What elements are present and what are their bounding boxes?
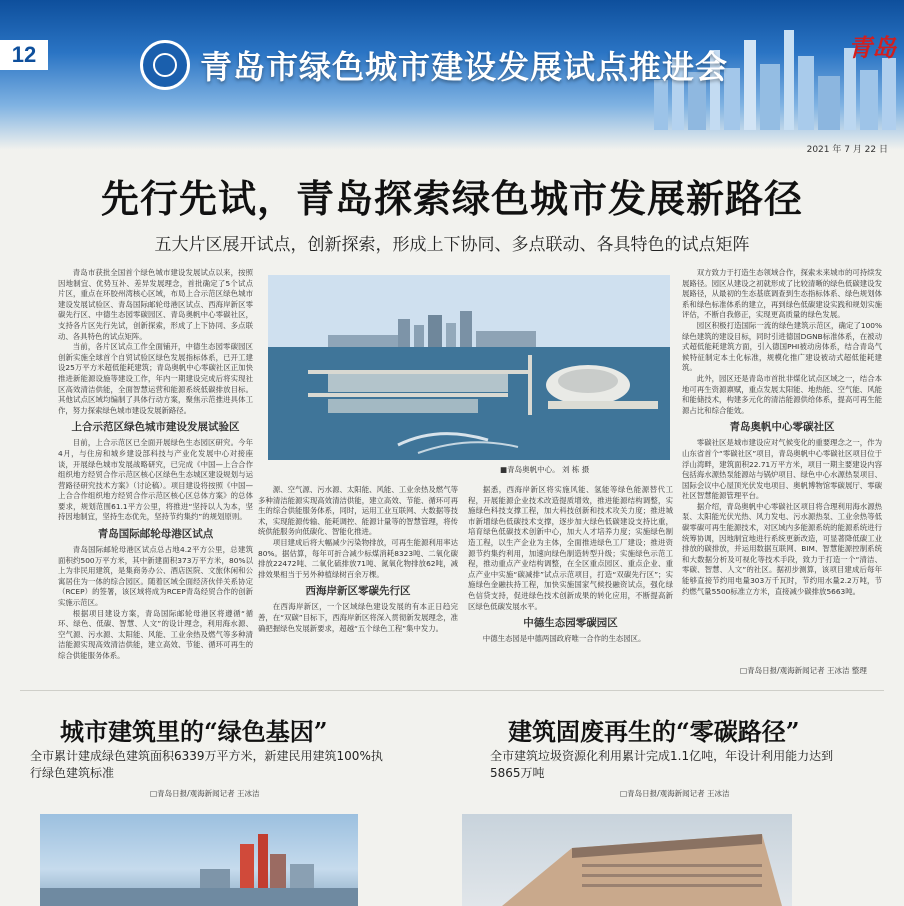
- lower-left-headline: 城市建筑里的“绿色基因”: [60, 717, 328, 746]
- paragraph: 中德生态园是中德两国政府唯一合作的生态园区。: [482, 634, 646, 644]
- section-heading: 青岛奥帆中心零碳社区: [729, 421, 835, 434]
- issue-date: 2021 年 7 月 22 日: [806, 145, 888, 155]
- paragraph: 目前，上合示范区已全面开展绿色生态园区研究。今年4月，与住房和城乡建设部科技与产业化发展中心对接座谈，开展绿色城市发展战略研究，已完成《中国—上合合作组织地方经贸合作示范区核心区绿色生态城区建设规划与运营路径研究技术方案》（讨论稿）。项目建设将按照《中国—上合合作组织地方经贸合作示范区核心区总体方案》的总体要求，规划范围61.1平方公里，将推进“坚持以人为本，坚持因地制宜，坚持生态优先，坚持节约集约”的规划原则。: [58, 438, 253, 522]
- article-column-1: [58, 268, 253, 668]
- paragraph: 根据项目建设方案，青岛国际邮轮母港区将遵循“循环、绿色、低碳、智慧、人文”的设计理念，利用海水源、空气源、污水源、太阳能、风能、工业余热及燃气等多种清洁能源实现高效清洁供能，建立高效、节能、循环可再生的综合供能服务体系。: [58, 608, 253, 660]
- masthead-banner: [0, 0, 904, 150]
- main-headline: 先行先试，青岛探索绿色城市发展新路径: [100, 176, 803, 221]
- lower-right-subheadline: 全市建筑垃圾资源化利用累计完成1.1亿吨，年设计利用能力达到5865万吨: [490, 749, 834, 780]
- paragraph: 园区积极打造国际一流的绿色建筑示范区，确定了100%绿色建筑的建设目标，同时引进德国DGNB标准体系，在被动式超低能耗建筑方面，引入德国PHI被动房体系，结合青岛气候特征制定本土化标准，规模化推广建设被动式超低能耗建筑。: [682, 320, 882, 373]
- city-towers-illustration: [40, 814, 358, 906]
- article-byline: □青岛日报/观海新闻记者 王冰洁 整理: [740, 666, 867, 675]
- paragraph: 当前，各片区试点工作全面铺开，中德生态园零碳园区创新实施全球首个自贸试验区绿色发展指标体系，已开工建设25万平方米超低能耗建筑；青岛奥帆中心零碳社区正加快推进新能源设施等建设工作，年内一期建设完成后将实现社区高效清洁供能，全面智慧运营和能源系统低碳排放目标。其他试点区域均编制了具体行动方案，聚焦示范推进具体工作，努力探索绿色城市建设发展新路径。: [58, 342, 253, 415]
- paragraph: 零碳社区是城市建设应对气候变化的重要理念之一，作为山东省首个“零碳社区”项目，青岛奥帆中心零碳社区项目位于浮山湾畔，建筑面积22.71万平方米，项目一期主要建设内容包括海水源热泵能源站与锅炉项目、绿色中心水源热泵项目、国际会议中心屋顶光伏发电项目、奥帆博物馆零碳展厅、零碳社区智慧能源管理平台。: [682, 438, 882, 501]
- banner-title: 青岛市绿色城市建设发展试点推进会: [200, 48, 729, 86]
- main-subheadline: 五大片区展开试点，创新探索，形成上下协同、多点联动、各具特色的试点矩阵: [154, 235, 750, 255]
- lower-right-headline: 建筑固废再生的“零碳路径”: [508, 717, 800, 746]
- section-heading: 青岛国际邮轮母港区试点: [97, 528, 214, 541]
- newspaper-logo: 青岛: [848, 33, 896, 62]
- paragraph: 在西海岸新区，一个区域绿色建设发展的有本正日趋完善，在“双碳”目标下，西海岸新区将深入贯彻新发展理念，准确把握绿色发展新要求，超越“五个绿色工程”集中发力。: [258, 602, 458, 633]
- paragraph: 源、空气源、污水源、太阳能、风能、工业余热及燃气等多种清洁能源实现高效清洁供能，建立高效、节能、循环可再生的综合供能服务体系，同时，运用工业互联网、大数据等技术，实现能源传输、能耗调控、能源计量等的智慧管理，将传统供能服务向低碳化、智能化推进。: [258, 485, 458, 537]
- lower-left-byline: □青岛日报/观海新闻记者 王冰洁: [150, 789, 260, 798]
- section-heading: 西海岸新区零碳先行区: [305, 585, 411, 598]
- article-column-2: [258, 485, 458, 668]
- section-heading: 上合示范区绿色城市建设发展试验区: [71, 421, 240, 434]
- paragraph: 双方致力于打造生态领域合作，探索未来城市的可持续发展路径。园区从建设之初就形成了比较清晰的绿色低碳建设发展路径，从最初的生态基底调查到生态指标体系、绿色规划体系和绿色标准体系的建立，再到绿色低碳建设实践和规划实施评估，不断自我修正，实现更高质量的绿色发展。: [682, 268, 882, 320]
- article-column-3: [468, 485, 673, 668]
- paragraph: 项目建成后将大幅减少污染物排放，可再生能源利用率达80%。据估算，每年可折合减少标煤消耗8323吨、二氧化碳排放22472吨、二氧化硫排放71吨、氮氧化物排放62吨，减排效果相当于另外种植绿树百余万棵。: [258, 537, 458, 579]
- paragraph: 此外，园区还是青岛市首批非煤化试点区域之一，结合本地可再生资源禀赋，重点发展太阳能、地热能、空气能、风能和能储技术，构建多元化的清洁能源供给体系，提高可再生能源占比和综合能效。: [682, 373, 882, 415]
- section-heading: 中德生态园零碳园区: [523, 617, 618, 630]
- lower-left-subheadline: 全市累计建成绿色建筑面积6339万平方米，新建民用建筑100%执行绿色建筑标准: [30, 749, 383, 780]
- paragraph: 据悉，西海岸新区将实施风能、氢能等绿色能源替代工程，开展能源企业技术改造提质增效，推进能源结构调整，实施绿色科技支撑工程，加大科技创新和技术攻关力度；推进城市新增绿色低碳技术支撑，逐步加大绿色低碳建设支持比重，培育绿色低碳技术创新中心，加大人才培养力度；实施绿色制造工程，以生产企业为主体，全面推进绿色工厂建设；推进资源节约集约利用，加速向绿色制造转型升级；实施绿色示范工程，推动重点产业结构调整，在全区重点园区、重点企业、重点产业中实施“碳减排”试点示范项目，打造“双碳先行区”；实施绿色金融扶持工程，加快实施国家气候投融资试点，强化绿色信贷支持，促进绿色技术创新成果的转化应用，不断提高新区绿色低碳发展水平。: [468, 485, 673, 611]
- page-number: 12: [0, 40, 48, 70]
- olympic-sailing-center-photo: [268, 275, 670, 460]
- paragraph: 据介绍，青岛奥帆中心零碳社区项目将合理利用海水源热泵、太阳能光伏光热、风力发电、污水源热泵、工业余热等低碳零碳可再生能源技术，对区域内多能源系统的能源系统进行统筹协调，因地制宜地进行系统更新改造，可显著降低碳工业排放的碳排放，并运用数据互联网、BIM、智慧能源控制系统和大数据分析及可视化等技术手段，致力于打造一个“清洁、零碳、智慧、人文”的社区。据初步测算，该项目建成后每年能够直接节约用电量303万千瓦时，节约用水量2.2万吨，节约燃气量5500标准立方米，直接减少碳排放5663吨。: [682, 501, 882, 596]
- photo-caption: ■青岛奥帆中心。 刘 栋 摄: [500, 465, 590, 474]
- building-illustration: [462, 814, 792, 906]
- lower-right-building-photo: [462, 814, 792, 906]
- paragraph: 青岛国际邮轮母港区试点总占地4.2平方公里，总建筑面积约500万平方米，其中新建面积373万平方米，80%以上为非民用建筑，是集商务办公、酒店医院、文旅休闲和公寓居住为一体的综合园区。随着区域全面经济伙伴关系协定（RCEP）的签署，该区域将成为RCEP青岛经贸合作的创新实施示范区。: [58, 545, 253, 608]
- article-column-4: [682, 268, 882, 662]
- lower-left-city-photo: [40, 814, 358, 906]
- emblem-icon: [140, 40, 190, 90]
- paragraph: 青岛市获批全国首个绿色城市建设发展试点以来，按照因地制宜、优势互补、差异发展理念，首批确定了5个试点片区，重点在环胶州湾核心区域，布局上合示范区绿色城市建设发展试验区、青岛国际邮轮母港区试点、西海岸新区零碳先行区、中德生态园零碳园区、青岛奥帆中心零碳社区，支持各片区先行先试，创新探索，形成了上下协同、多点联动、各具特色的试点矩阵。: [58, 268, 253, 341]
- harbor-illustration: [268, 275, 670, 460]
- section-divider: [20, 690, 884, 691]
- lower-right-byline: □青岛日报/观海新闻记者 王冰洁: [620, 789, 730, 798]
